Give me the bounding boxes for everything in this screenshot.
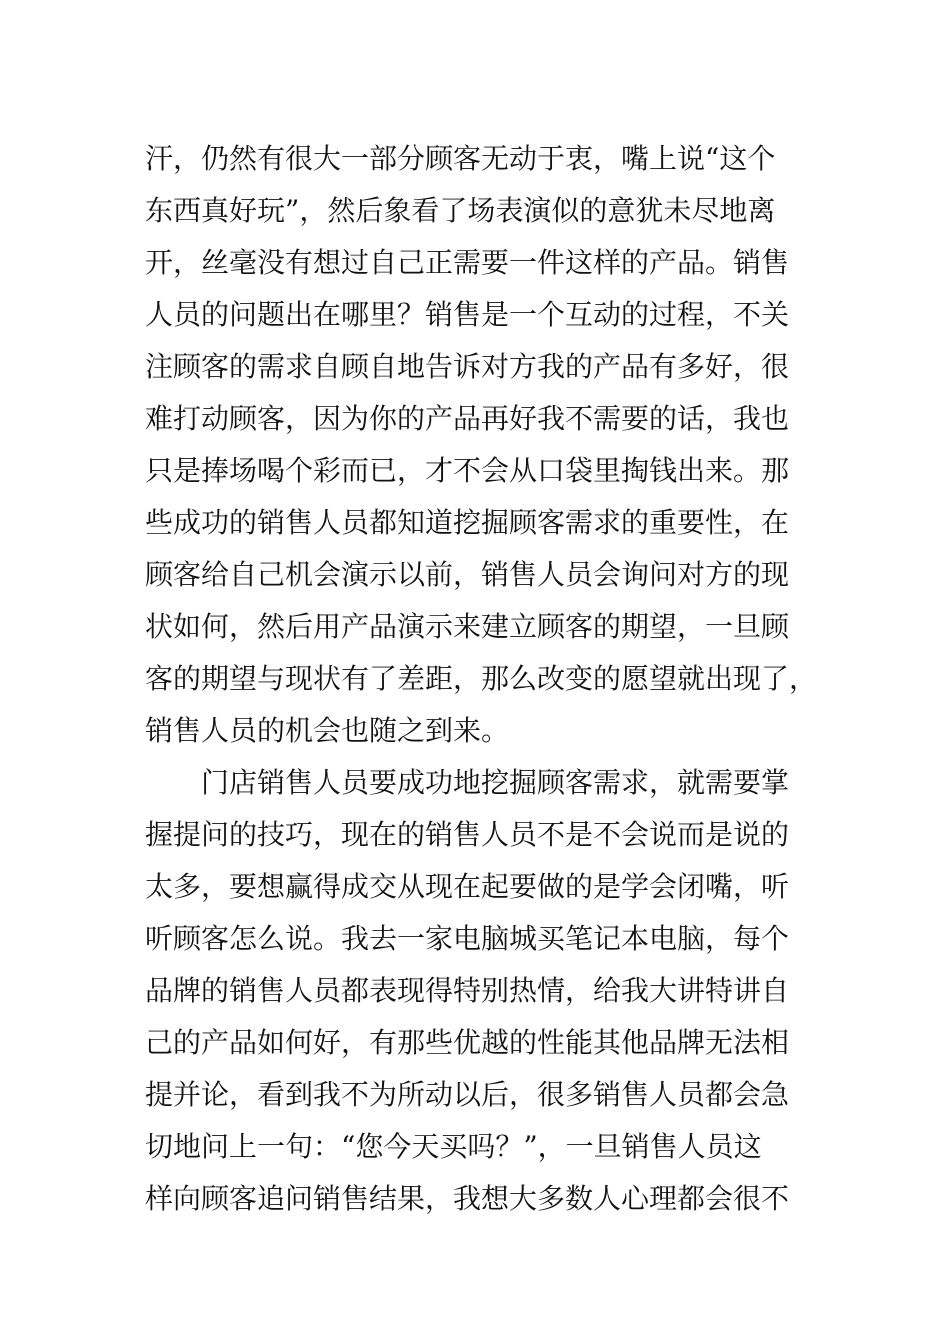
text-line: 状如何，然后用产品演示来建立顾客的期望，一旦顾 — [145, 610, 790, 643]
text-line: 顾客给自己机会演示以前，销售人员会询问对方的现 — [145, 558, 790, 591]
text-line: 注顾客的需求自顾自地告诉对方我的产品有多好，很 — [145, 350, 790, 383]
text-line: 难打动顾客，因为你的产品再好我不需要的话，我也 — [145, 402, 790, 435]
text-line: 太多，要想赢得成交从现在起要做的是学会闭嘴，听 — [145, 870, 790, 903]
text-line: 客的期望与现状有了差距，那么改变的愿望就出现了， — [145, 662, 818, 695]
text-line: 只是捧场喝个彩而已，才不会从口袋里掏钱出来。那 — [145, 454, 790, 487]
text-line: 销售人员的机会也随之到来。 — [145, 714, 510, 747]
text-line: 听顾客怎么说。我去一家电脑城买笔记本电脑，每个 — [145, 922, 790, 955]
text-line: 提并论，看到我不为所动以后，很多销售人员都会急 — [145, 1078, 790, 1111]
text-line: 汗，仍然有很大一部分顾客无动于衷，嘴上说“这个 — [145, 142, 776, 175]
text-line: 些成功的销售人员都知道挖掘顾客需求的重要性，在 — [145, 506, 790, 539]
text-line: 握提问的技巧，现在的销售人员不是不会说而是说的 — [145, 818, 790, 851]
text-line: 东西真好玩”，然后象看了场表演似的意犹未尽地离 — [145, 194, 776, 227]
text-line: 开，丝毫没有想过自己正需要一件这样的产品。销售 — [145, 246, 790, 279]
text-line: 门店销售人员要成功地挖掘顾客需求，就需要掌 — [145, 766, 790, 799]
text-line: 己的产品如何好，有那些优越的性能其他品牌无法相 — [145, 1026, 790, 1059]
text-line: 品牌的销售人员都表现得特别热情，给我大讲特讲自 — [145, 974, 790, 1007]
paragraph-2 — [145, 757, 815, 1225]
text-line: 样向顾客追问销售结果，我想大多数人心理都会很不 — [145, 1182, 790, 1215]
paragraph-1 — [145, 133, 818, 757]
text-line: 人员的问题出在哪里？销售是一个互动的过程，不关 — [145, 298, 790, 331]
text-line: 切地问上一句：“您今天买吗？”，一旦销售人员这 — [145, 1130, 762, 1163]
